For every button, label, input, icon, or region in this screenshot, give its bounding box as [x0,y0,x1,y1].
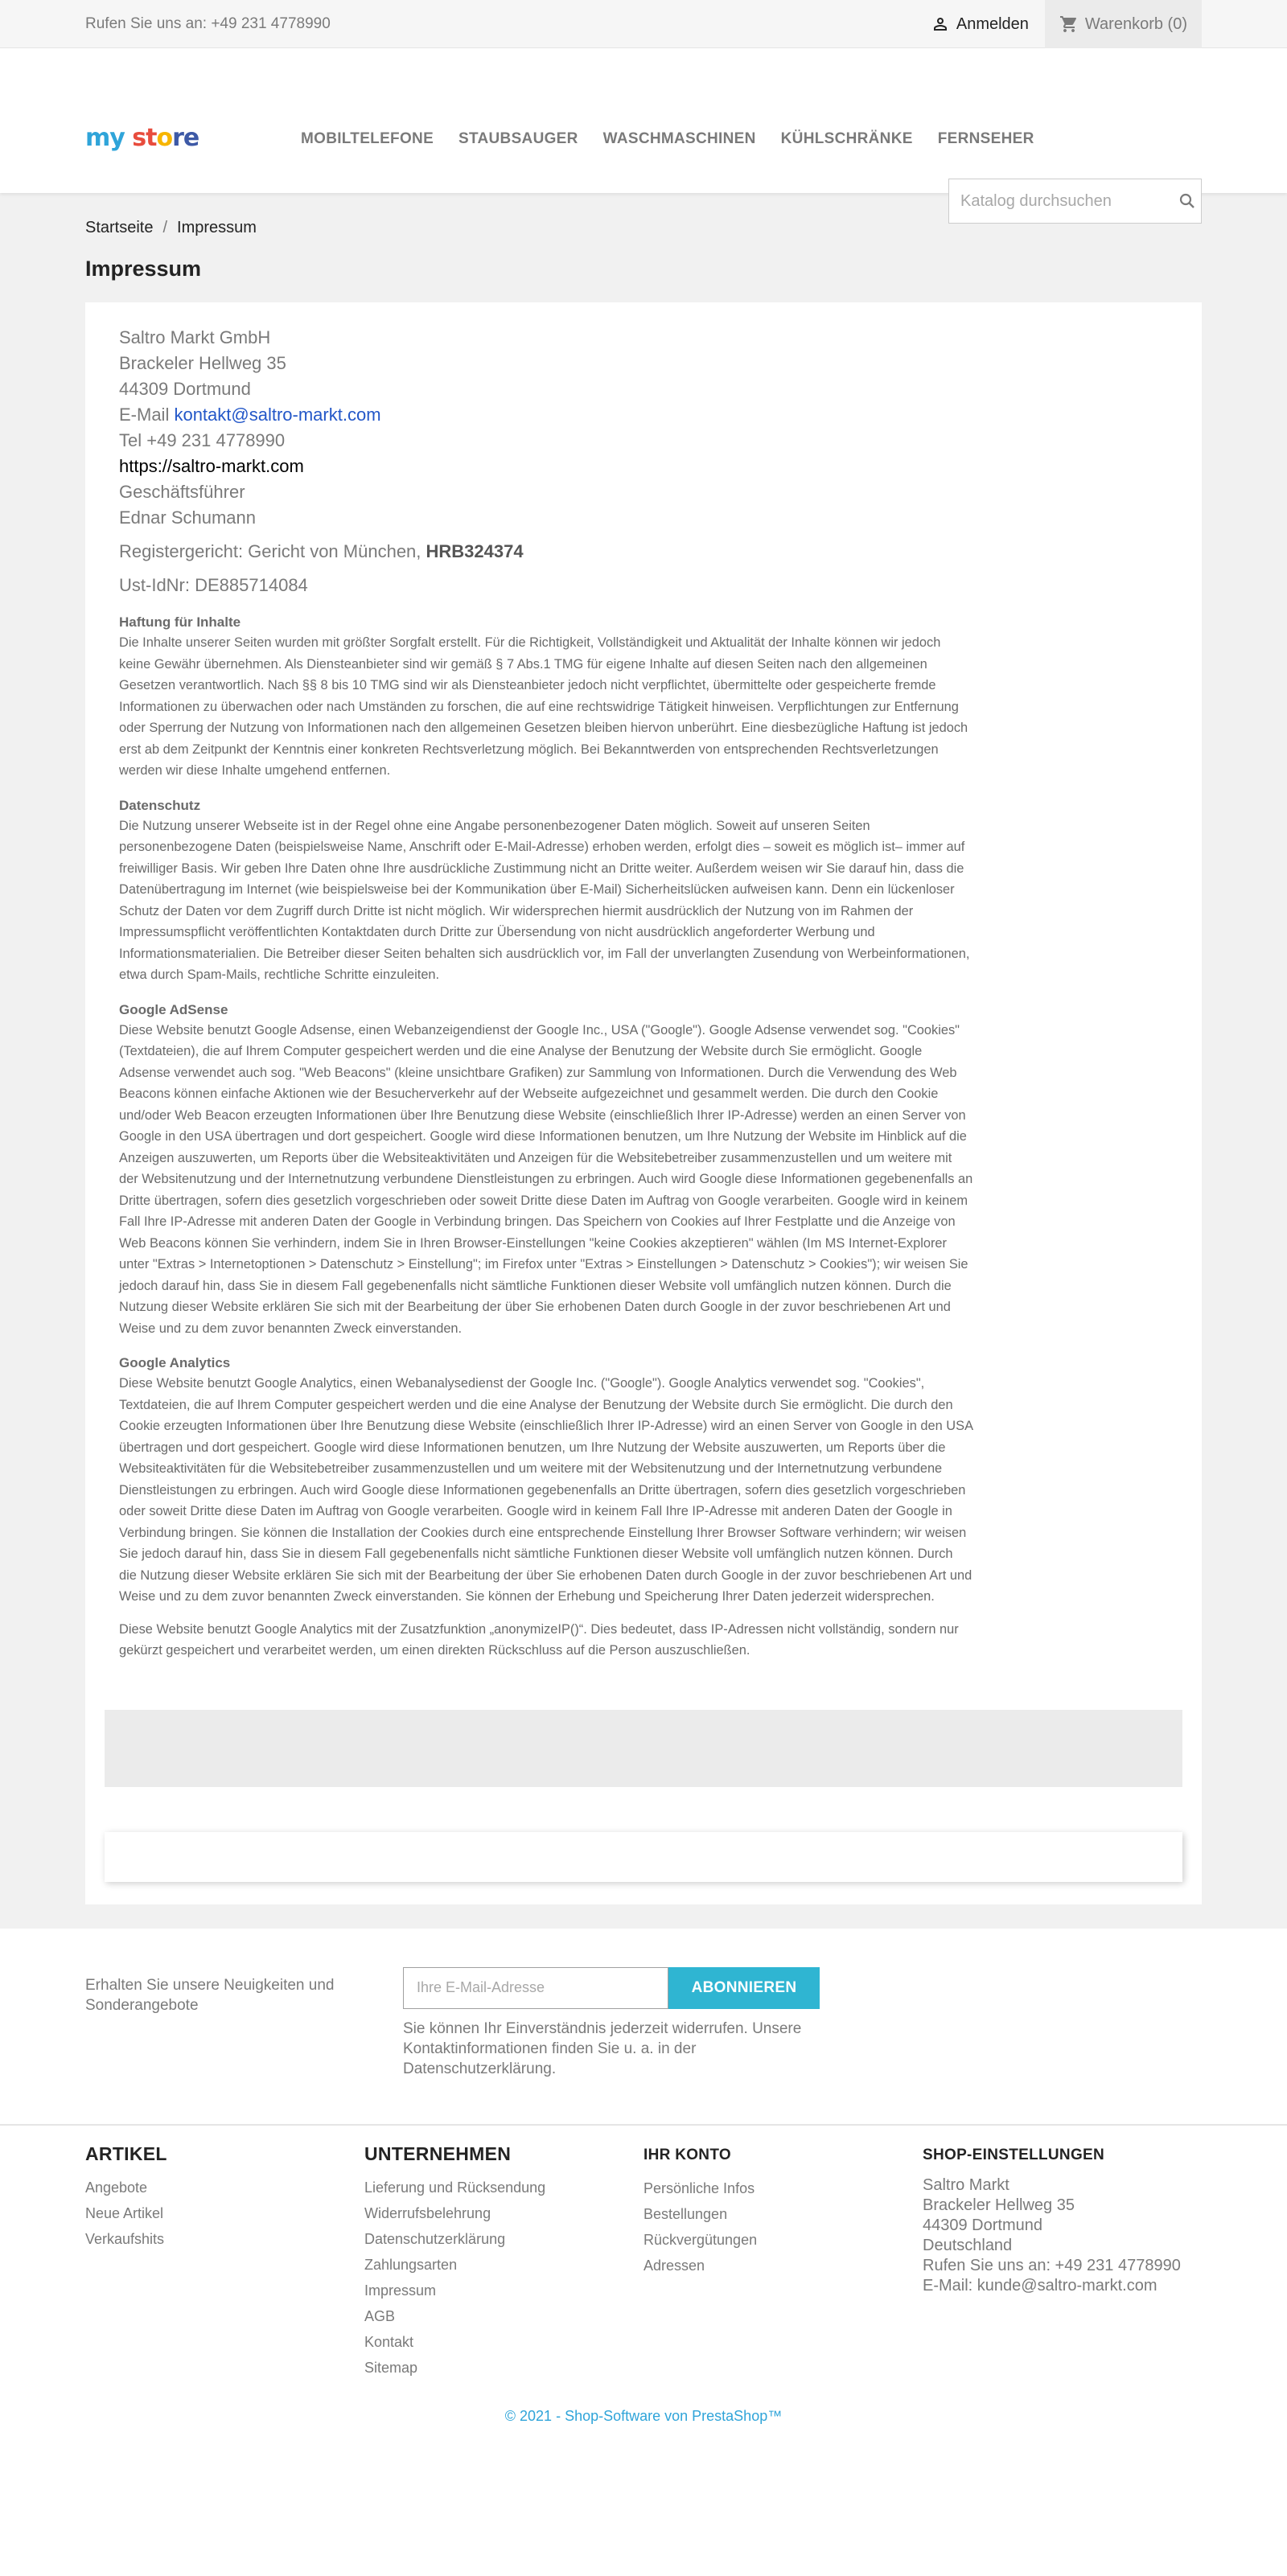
shop-name: Saltro Markt [923,2175,1009,2194]
footer-link-impressum[interactable]: Impressum [364,2282,437,2299]
company-street: Brackeler Hellweg 35 [119,353,286,373]
newsletter-email-input[interactable] [403,1967,668,2009]
footer-heading-artikel: ARTIKEL [85,2143,167,2164]
footer-link-rueckverguetungen[interactable]: Rückvergütungen [644,2231,758,2248]
footer-link-widerruf[interactable]: Widerrufsbelehrung [364,2204,491,2221]
main-navigation [301,130,1034,148]
newsletter-form [403,1967,821,2079]
manager-label: Geschäftsführer [119,482,245,502]
company-name: Saltro Markt GmbH [119,327,271,347]
breadcrumb-home[interactable]: Startseite [85,219,154,236]
search-input[interactable] [949,179,1174,223]
search-icon[interactable] [1174,191,1201,211]
footer-link-agb[interactable]: AGB [364,2307,396,2324]
manager-name: Ednar Schumann [119,507,256,528]
register-court: Registergericht: Gericht von München, HRB324374 [119,541,524,561]
nav-item-fernseher[interactable]: FERNSEHER [937,130,1034,147]
footer-col-unternehmen [364,2143,644,2381]
footer-link-lieferung[interactable]: Lieferung und Rücksendung [364,2179,546,2196]
contact-phone: Rufen Sie uns an: +49 231 4778990 [85,15,331,32]
breadcrumb-separator: / [162,219,168,236]
company-address [119,325,973,531]
footer-link-verkaufshits[interactable]: Verkaufshits [85,2230,165,2247]
footer-link-persoenliche-infos[interactable]: Persönliche Infos [644,2180,755,2196]
page-title: Impressum [85,257,202,281]
login-link[interactable] [931,14,1045,34]
breadcrumb-current[interactable]: Impressum [177,219,257,236]
footer-link-angebote[interactable]: Angebote [85,2179,148,2196]
section-heading-datenschutz: Datenschutz [119,797,201,813]
footer-heading-konto: IHR KONTO [644,2146,731,2163]
cms-content [85,302,1202,1904]
newsletter-section [0,1929,1287,2124]
login-label: Anmelden [956,14,1029,33]
company-website[interactable]: https://saltro-markt.com [119,456,304,476]
footer-link-bestellungen[interactable]: Bestellungen [644,2205,728,2222]
footer-link-zahlungsarten[interactable]: Zahlungsarten [364,2256,458,2273]
empty-gray-block [105,1710,1182,1787]
store-logo[interactable]: my store [85,124,199,152]
newsletter-text: Erhalten Sie unsere Neuigkeiten und Sonderangebote [85,1976,335,2014]
register-number: HRB324374 [426,541,524,561]
footer-link-adressen[interactable]: Adressen [644,2257,705,2274]
shopping-cart-icon [1059,14,1079,34]
footer-link-datenschutz[interactable]: Datenschutzerklärung [364,2230,506,2247]
section-text-haftung: Die Inhalte unserer Seiten wurden mit größter Sorgfalt erstellt. Für die Richtigkeit, Vollständigkeit und Aktualität der Inhalte können wir jedoch keine Gewähr übernehmen. Als Diensteanbieter sind wir gemäß § 7 Abs.1 TMG für eigene Inhalte auf diesen Seiten nach den allgemeinen Gesetzen verantwortlich. Nach §§ 8 bis 10 TMG sind wir als Diensteanbieter jedoch nicht verpflichtet, übermittelte oder gespeicherte fremde Informationen zu überwachen oder nach Umständen zu forschen, die auf eine rechtswidrige Tätigkeit hinweisen. Verpflichtungen zur Entfernung oder Sperrung der Nutzung von Informationen nach den allgemeinen Gesetzen bleiben hiervon unberührt. Eine diesbezügliche Haftung ist jedoch erst ab dem Zeitpunkt der Kenntnis einer konkreten Rechtsverletzung möglich. Bei Bekanntwerden von entsprechenden Rechtsverletzungen werden wir diese Inhalte umgehend entfernen. [119,635,968,778]
nav-item-waschmaschinen[interactable]: WASCHMASCHINEN [602,130,756,147]
site-header [0,48,1287,193]
copyright-link[interactable]: © 2021 - Shop-Software von PrestaShop™ [504,2407,783,2424]
footer-link-sitemap[interactable]: Sitemap [364,2359,418,2376]
footer-link-kontakt[interactable]: Kontakt [364,2333,414,2350]
nav-item-mobiltelefone[interactable]: MOBILTELEFONE [301,130,434,147]
section-text-datenschutz: Die Nutzung unserer Webseite ist in der Regel ohne eine Angabe personenbezogener Daten möglich. Soweit auf unseren Seiten personenbezogene Daten (beispielsweise Name, Anschrift oder E-Mail-Adresse) erhoben werden, erfolgt dies – soweit es möglich ist– immer auf freiwilliger Basis. Wir geben Ihre Daten ohne Ihre ausdrückliche Zustimmung nicht an Dritte weiter. Außerdem weisen wir Sie darauf hin, dass die Datenübertragung im Internet (wie beispielsweise bei der Kommunikation über E-Mail) Sicherheitslücken aufweisen kann. Denn ein lückenloser Schutz der Daten vor dem Zugriff durch Dritte ist nicht möglich. Wir widersprechen hiermit ausdrücklich der Nutzung von im Rahmen der Impressumspflicht veröffentlichten Kontaktdaten durch Dritte zur Übersendung von nicht ausdrücklich angeforderter Werbung und Informationsmaterialien. Die Betreiber dieser Seiten behalten sich ausdrücklich vor, im Fall der unverlangten Zusendung von Werbeinformationen, etwa durch Spam-Mails, rechtliche Schritte einzuleiten. [119,818,970,982]
shop-phone: Rufen Sie uns an: +49 231 4778990 [923,2256,1181,2274]
anonymize-note: Diese Website benutzt Google Analytics mit der Zusatzfunktion „anonymizeIP()“. Dies bedeutet, dass IP-Adressen nicht vollständig, sondern nur gekürzt gespeichert und verarbeitet werden, um einen direkten Rückschluss auf die Person auszuschließen. [119,1621,959,1658]
footer-heading-shop: SHOP-EINSTELLUNGEN [923,2146,1105,2163]
user-icon [931,14,950,34]
main-wrapper [0,193,1287,1929]
footer-link-neue-artikel[interactable]: Neue Artikel [85,2204,164,2221]
section-text-adsense: Diese Website benutzt Google Adsense, einen Webanzeigendienst der Google Inc., USA ("Google"). Google Adsense verwendet sog. "Cookies" (Textdateien), die auf Ihrem Computer gespeichert werden und die eine Analyse der Benutzung der Website durch Sie ermöglicht. Google Adsense verwendet auch sog. "Web Beacons" (kleine unsichtbare Grafiken) zur Sammlung von Informationen. Durch die Verwendung des Web Beacons können einfache Aktionen wie der Besucherverkehr auf der Webseite aufgezeichnet und gesammelt werden. Die durch den Cookie und/oder Web Beacon erzeugten Informationen über Ihre Benutzung diese Website (einschließlich Ihrer IP-Adresse) werden an einen Server von Google in den USA übertragen und dort gespeichert. Google wird diese Informationen benutzen, um Ihre Nutzung der Website im Hinblick auf die Anzeigen auszuwerten, um Reports über die Websiteaktivitäten und Anzeigen für die Websitebetreiber zusammenzustellen und um weitere mit der Websitenutzung und der Internetnutzung verbundene Dienstleistungen zu erbringen. Auch wird Google diese Informationen gegebenenfalls an Dritte übertragen, sofern dies gesetzlich vorgeschrieben oder soweit Dritte diese Daten im Auftrag von Google verarbeiten. Google wird in keinem Fall Ihre IP-Adresse mit anderen Daten der Google in Verbindung bringen. Das Speichern von Cookies auf Ihrer Festplatte und die Anzeige von Web Beacons können Sie verhindern, indem Sie in Ihren Browser-Einstellungen "keine Cookies akzeptieren" wählen (Im MS Internet-Explorer unter "Extras > Internetoptionen > Datenschutz > Einstellung"; im Firefox unter "Extras > Einstellungen > Datenschutz > Cookies"); wir weisen Sie jedoch darauf hin, dass Sie in diesem Fall gegebenenfalls nicht sämtliche Funktionen dieser Website voll umfänglich nutzen können. Durch die Nutzung dieser Website erklären Sie sich mit der Bearbeitung der über Sie erhobenen Daten durch Google in der zuvor beschriebenen Art und Weise und zu dem zuvor benannten Zweck einverstanden. [119,1022,973,1336]
vat-id: Ust-IdNr: DE885714084 [119,575,308,595]
site-footer [0,2124,1287,2444]
company-tel: Tel +49 231 4778990 [119,430,286,450]
newsletter-note: Sie können Ihr Einverständnis jederzeit widerrufen. Unsere Kontaktinformationen finden Sie u. a. in der Datenschutzerklärung. [403,2019,802,2077]
cart-label: Warenkorb (0) [1084,14,1187,33]
subscribe-button[interactable]: ABONNIEREN [668,1967,820,2009]
section-text-analytics: Diese Website benutzt Google Analytics, einen Webanalysedienst der Google Inc. ("Google"). Google Analytics verwendet sog. "Cookies", Textdateien, die auf Ihrem Computer gespeichert werden und die eine Analyse der Benutzung der Website durch Sie ermöglicht. Die durch den Cookie erzeugten Informationen über Ihre Benutzung diese Website (einschließlich Ihrer IP-Adresse) wird an einen Server von Google in den USA übertragen und dort gespeichert. Google wird diese Informationen benutzen, um Ihre Nutzung der Website auszuwerten, um Reports über die Websiteaktivitäten für die Websitebetreiber zusammenzustellen und um weitere mit der Websitenutzung und der Internetnutzung verbundene Dienstleistungen zu erbringen. Auch wird Google diese Informationen gegebenenfalls an Dritte übertragen, sofern dies gesetzlich vorgeschrieben oder soweit Dritte diese Daten im Auftrag von Google verarbeiten. Google wird in keinem Fall Ihre IP-Adresse mit anderen Daten der Google in Verbindung bringen. Sie können die Installation der Cookies durch eine entsprechende Einstellung Ihrer Browser Software verhindern; wir weisen Sie jedoch darauf hin, dass Sie in diesem Fall gegebenenfalls nicht sämtliche Funktionen dieser Website voll umfänglich nutzen können. Durch die Nutzung dieser Website erklären Sie sich mit der Bearbeitung der über Sie erhobenen Daten durch Google in der zuvor beschriebenen Art und Weise und zu dem zuvor benannten Zweck einverstanden. Sie können der Erhebung und Speicherung Ihrer Daten jederzeit widersprechen. [119,1376,973,1604]
empty-card [105,1832,1182,1882]
section-heading-haftung: Haftung für Inhalte [119,614,241,630]
cart-link[interactable] [1045,0,1202,48]
company-email-link[interactable]: kontakt@saltro-markt.com [174,405,381,425]
company-email-line: E-Mail kontakt@saltro-markt.com [119,405,381,425]
footer-col-artikel [85,2143,364,2381]
nav-item-staubsauger[interactable]: STAUBSAUGER [458,130,578,147]
footer-col-konto [644,2143,923,2381]
catalog-search [948,179,1202,224]
company-city: 44309 Dortmund [119,379,251,399]
shop-city: 44309 Dortmund [923,2216,1042,2234]
top-bar [0,0,1287,48]
footer-heading-unternehmen: UNTERNEHMEN [364,2143,512,2164]
nav-item-kuehlschraenke[interactable]: KÜHLSCHRÄNKE [780,130,913,147]
section-heading-analytics: Google Analytics [119,1355,231,1370]
shop-street: Brackeler Hellweg 35 [923,2196,1075,2214]
footer-col-shop [923,2143,1202,2381]
section-heading-adsense: Google AdSense [119,1001,228,1017]
shop-country: Deutschland [923,2236,1013,2254]
shop-email[interactable]: E-Mail: kunde@saltro-markt.com [923,2276,1157,2295]
